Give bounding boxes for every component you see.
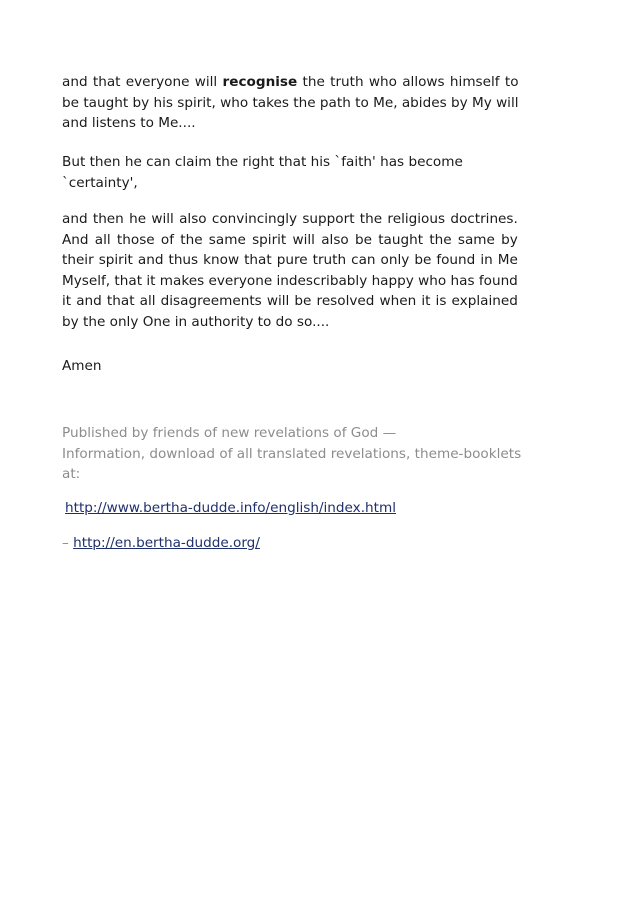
closing-amen: Amen bbox=[62, 358, 102, 374]
text-line: be taught by his spirit, who takes the path to Me, abides by My will bbox=[62, 94, 519, 111]
text-line: their spirit and thus know that pure truth can only be found in Me bbox=[62, 252, 518, 269]
paragraph-recognise-truth bbox=[62, 72, 519, 134]
text-line: at: bbox=[62, 466, 81, 483]
bold-word: recognise bbox=[222, 74, 298, 90]
text-line: `certainty', bbox=[62, 174, 138, 191]
paragraph-religious-doctrines bbox=[62, 209, 518, 333]
link-row-bertha-dudde-org bbox=[62, 533, 260, 553]
text-line: And all those of the same spirit will also be taught the same by bbox=[62, 231, 518, 248]
text-line: and listens to Me.... bbox=[62, 115, 196, 132]
publisher-note bbox=[62, 423, 521, 485]
text-line: by the only One in authority to do so.... bbox=[62, 313, 330, 330]
text-segment: and that everyone will bbox=[62, 74, 223, 90]
text-line: But then he can claim the right that his `faith' has become bbox=[62, 154, 463, 170]
text-line bbox=[62, 72, 519, 93]
link-bertha-dudde-info[interactable]: http://www.bertha-dudde.info/english/index.html bbox=[65, 500, 397, 516]
text-line: Myself, that it makes everyone indescribably happy who has found bbox=[62, 272, 518, 289]
text-line: Information, download of all translated revelations, theme-booklets bbox=[62, 445, 522, 462]
text-line: Published by friends of new revelations of God — bbox=[62, 425, 397, 441]
text-line: and then he will also convincingly support the religious doctrines. bbox=[62, 211, 518, 227]
link-row-bertha-dudde-info bbox=[65, 498, 396, 518]
paragraph-faith-certainty bbox=[62, 152, 463, 193]
text-line: it and that all disagreements will be resolved when it is explained bbox=[62, 293, 518, 310]
text-segment: the truth who allows himself to bbox=[297, 74, 519, 90]
dash-separator: – bbox=[62, 535, 74, 551]
link-bertha-dudde-org[interactable]: http://en.bertha-dudde.org/ bbox=[73, 535, 260, 551]
